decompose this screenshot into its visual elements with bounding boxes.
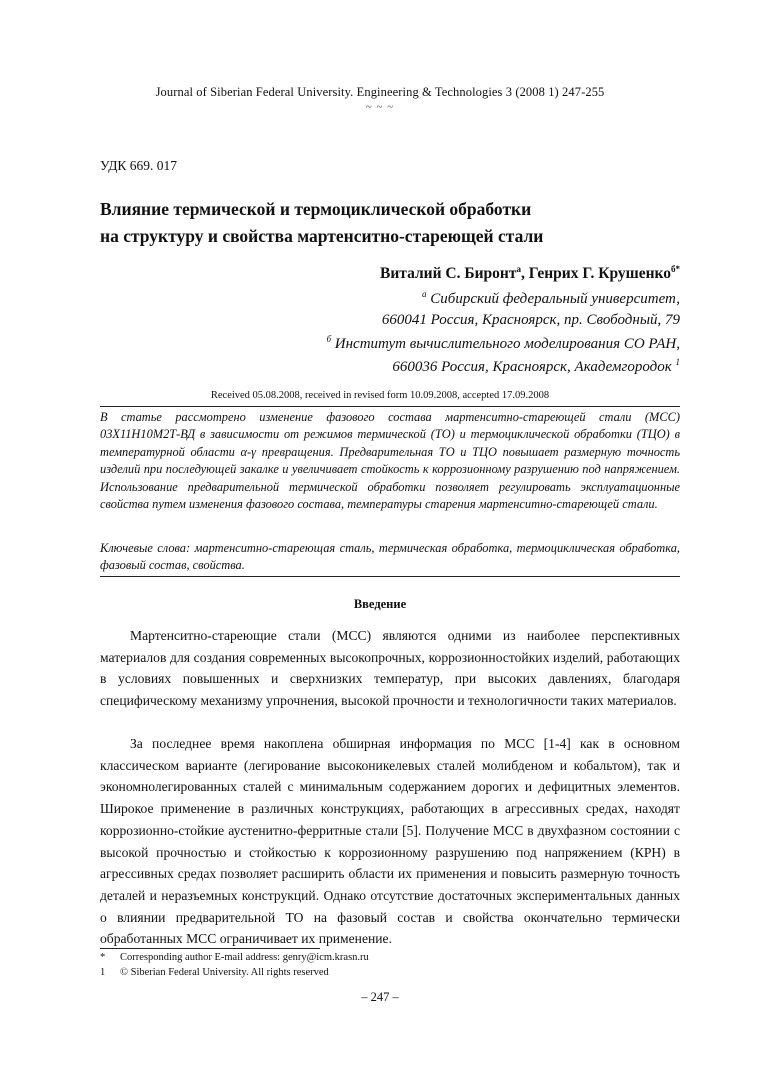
author-1-affil-mark: а [516, 264, 521, 274]
page-number: – 247 – [361, 990, 399, 1004]
footnote-copyright [100, 967, 329, 978]
body-paragraph-2: За последнее время накоплена обширная информация по МСС [1-4] как в основном классическом варианте (легирование высоконикелевых сталей молибденом и кобальтом), так и экономнолегированных сталей с минимальным содержанием дорогих и дефицитных элементов. Широкое применение в различных конструкциях, работающих в агрессивных средах, находят коррозионно-стойкие аустенитно-ферритные стали [5]. Получение МСС в двухфазном состоянии с высокой прочностью и стойкостью к коррозионному разрушению под напряжением (КРН) в агрессивных средах позволяет расширить области их применения и повысить размерную точность деталей и неразъемных конструкций. Однако отсутствие достаточных экспериментальных данных о влиянии предварительной ТО на фазовый состав и свойства окончательно термически обработанных МСС ограничивает их применение. [100, 736, 680, 947]
abstract: В статье рассмотрено изменение фазового состава мартенситно-стареющей стали (МСС) 03Х11Н10М2Т-ВД в зависимости от режимов термической (ТО) и термоциклической обработки (ТЦО) в температурной области α-γ превращения. Предварительная ТО и ТЦО повышает размерную точность изделий при последующей закалке и увеличивает стойкость к коррозионному разрушению под напряжением. Использование предварительной термической обработки позволяет регулировать эксплуатационные свойства путем изменения фазового состава, температуры старения мартенситно-стареющей стали. [100, 410, 680, 512]
title-line-2: на структуру и свойства мартенситно-стареющей стали [100, 226, 544, 246]
affiliation-b-mark: б [326, 334, 332, 344]
affiliation-b-line-2: 660036 Россия, Красноярск, Академгородок $^1$ [392, 357, 680, 375]
header-ornament: ~ ~ ~ [365, 101, 395, 113]
affiliation-b-line-1: $^б$ Институт вычислительного моделирования СО РАН, [326, 334, 680, 352]
footnote-2-text: © Siberian Federal University. All rights reserved [120, 967, 329, 978]
author-1: Виталий С. Биронт [380, 265, 517, 283]
body-paragraph-1: Мартенситно-стареющие стали (МСС) являются одними из наиболее перспективных материалов для создания современных высокопрочных, коррозионностойких изделий, работающих в условиях повышенных и сверхнизких температур, при высоких давлениях, благодаря специфическому механизму упрочнения, высокой прочности и технологичности таких материалов. [100, 628, 680, 709]
footnote-corresponding-author [100, 952, 369, 963]
section-heading-introduction: Введение [353, 597, 407, 611]
footnote-rule [100, 948, 320, 949]
authors [380, 264, 680, 283]
affiliation-a-mark: а [422, 289, 427, 299]
footnote-1-text: Corresponding author E-mail address: genry@icm.krasn.ru [120, 952, 369, 963]
author-2: Генрих Г. Крушенко [528, 265, 671, 283]
author-separator: , [520, 265, 529, 283]
journal-header: Journal of Siberian Federal University. Engineering & Technologies 3 (2008 1) 247-255 [155, 85, 605, 99]
footnote-2-mark: 1 [100, 967, 106, 978]
title-line-1: Влияние термической и термоциклической обработки [100, 199, 532, 219]
affiliation-a-line-1: $^а$ Сибирский федеральный университет, [422, 289, 680, 307]
received-dates: Received 05.08.2008, received in revised form 10.09.2008, accepted 17.09.2008 [210, 390, 550, 401]
footnote-1-mark: * [100, 952, 106, 963]
abstract-top-rule [100, 406, 680, 407]
author-2-affil-mark: б* [671, 264, 680, 274]
affiliation-a-line-2: 660041 Россия, Красноярск, пр. Свободный, 79 [381, 312, 680, 328]
affiliation-footnote-mark: 1 [675, 357, 680, 367]
paper-title [100, 196, 700, 250]
abstract-bottom-rule [100, 576, 680, 577]
udc-code: УДК 669. 017 [100, 158, 178, 173]
keywords: Ключевые слова: мартенситно-стареющая сталь, термическая обработка, термоциклическая обработка, фазовый состав, свойства. [100, 541, 680, 573]
